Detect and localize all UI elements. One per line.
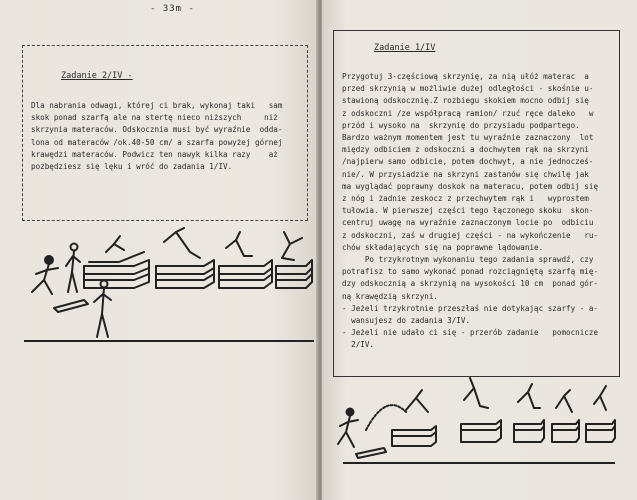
text-line: z odskoczni /ze współpracą ramion/ rzuć ręce daleko w (342, 108, 594, 118)
text-line: tułowia. W pierwszej części tego łączonego skoku skon- (342, 206, 594, 216)
text-line: z odskoczni, zaś w drugiej części - na wykończenie ru- (342, 230, 599, 240)
text-line: ma wyglądać poprawny doskok na materacu, potem odbij się (342, 181, 599, 191)
text-line: wansujesz do zadania 3/IV. (342, 316, 471, 326)
text-line: pozbędziesz się lęku i wróć do zadania 1/IV. (31, 162, 233, 172)
text-line: przód i wysoko na skrzynię do przysiadu podpartego. (342, 120, 580, 130)
task-title: Zadanie 2/IV - (61, 71, 133, 81)
vault-illustration-left (14, 222, 314, 352)
task-box-1-iv (333, 30, 620, 377)
left-page (0, 0, 318, 500)
coach-figure (66, 244, 80, 293)
text-line: dzy odskocznią a skrzynią na wysokości 10 cm ponad gór- (342, 279, 599, 289)
divider-line (24, 340, 314, 342)
text-line: przed skrzynią w możliwie dużej odległości - skośnie u- (342, 84, 594, 94)
text-line: między odbiciem z odskoczni a dochwytem rąk na skrzyni (342, 145, 589, 155)
text-line: skrzynia materaców. Odskocznia musi być wyraźnie odda- (31, 125, 283, 135)
text-line: chów składających się na poprawne lądowanie. (342, 242, 544, 252)
text-line: ną krawędzią skrzyni. (342, 291, 439, 301)
text-line: nie/. W przysiadzie na skrzyni zastanów się chwilę jak (342, 169, 589, 179)
page-number: - 33m - (150, 4, 195, 14)
text-line: 2/IV. (342, 340, 375, 350)
text-line: krawędzi materaców. Podwicz ten nawyk kilka razy aż (31, 149, 278, 159)
text-line: Dla nabrania odwagi, której ci brak, wykonaj taki sam (31, 101, 283, 110)
task-box-2-iv (22, 45, 308, 221)
text-line: /najpierw samo odbicie, potem dochwyt, a nie jednocześ- (342, 157, 594, 167)
text-line: Bardzo ważnym momentem jest tu wyraźnie zaznaczony lot (342, 133, 594, 143)
text-line: - Jeżeli nie udało ci się - przerób zadanie pomocnicze (342, 328, 599, 338)
task-title: Zadanie 1/IV (374, 43, 436, 53)
task-body (342, 71, 598, 352)
vault-illustration-right (336, 372, 620, 467)
text-line: skok ponad szarfą ale na stertę nieco niższych niż (31, 113, 278, 123)
text-line: z nóg i żadnie zeskocz z przechwytem rąk i wyprostem (342, 194, 589, 204)
text-line: - Jeżeli trzykrotnie przeszłaś nie dotykając szarfy - a- (342, 303, 599, 313)
runner-figure (32, 256, 58, 294)
text-line: Przygotuj 3-częściową skrzynię, za nią ułóż materac a (342, 72, 589, 81)
text-line: Po trzykrotnym wykonaniu tego zadania sprawdź, czy (342, 255, 594, 265)
text-line: centruj uwagę na wyraźnie zaznaczonym locie po odbiciu (342, 218, 594, 228)
text-line: stawioną odskocznię.Z rozbiegu skokiem mocno odbij się (342, 96, 589, 106)
text-line: potrafisz to samo wykonać ponad rozciągniętą szarfą mię- (342, 267, 599, 277)
divider-line (343, 462, 615, 464)
text-line: lona od materaców /ok.40-50 cm/ a szarfa powyżej górnej (31, 137, 283, 147)
task-body (31, 100, 282, 173)
